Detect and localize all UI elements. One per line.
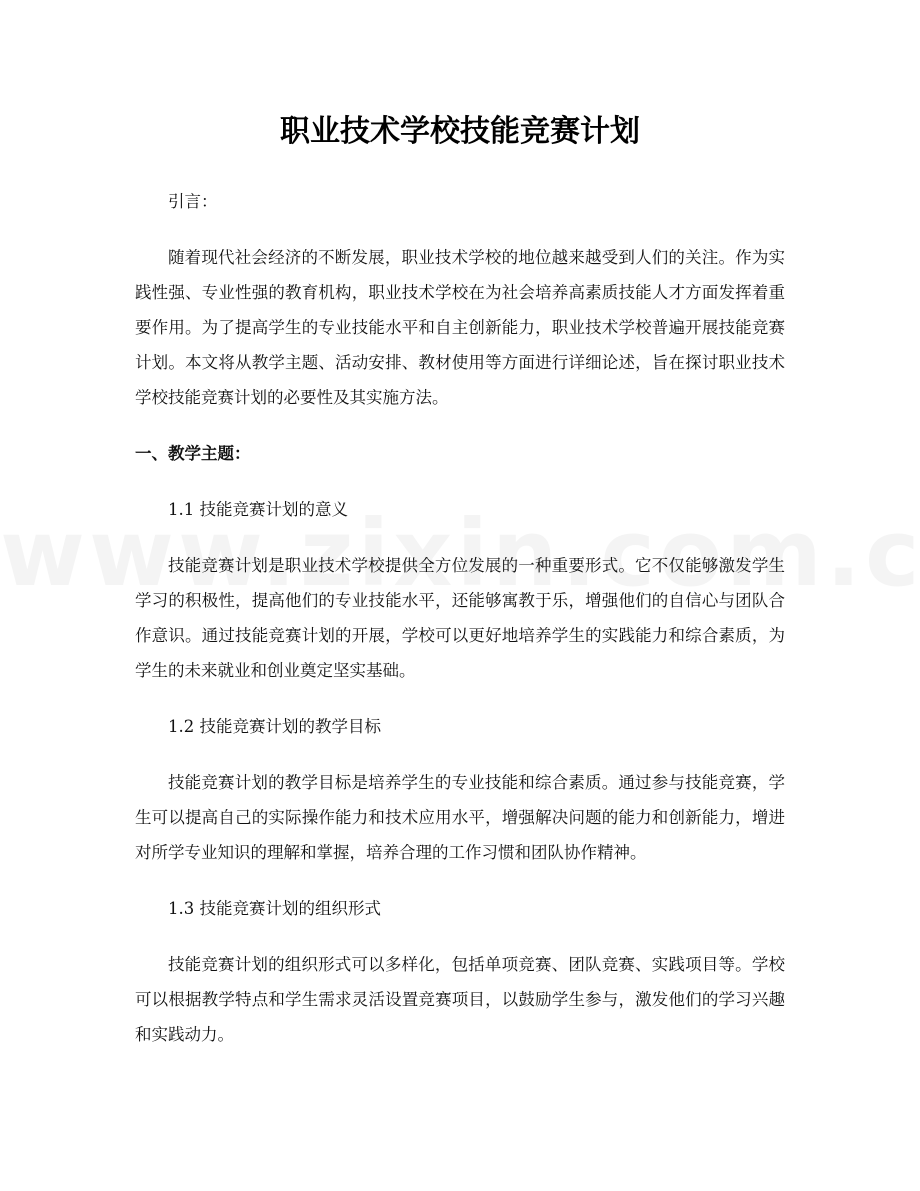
subsection-paragraph-1-2: 技能竞赛计划的教学目标是培养学生的专业技能和综合素质。通过参与技能竞赛，学生可以提高自己的实际操作能力和技术应用水平，增强解决问题的能力和创新能力，增进对所学专业知识的理解和掌握，培养合理的工作习惯和团队协作精神。	[135, 773, 785, 862]
subsection-label-1-2: 1.2 技能竞赛计划的教学目标	[168, 717, 381, 736]
subsection-paragraph-1-3: 技能竞赛计划的组织形式可以多样化，包括单项竞赛、团队竞赛、实践项目等。学校可以根据教学特点和学生需求灵活设置竞赛项目，以鼓励学生参与，激发他们的学习兴趣和实践动力。	[135, 955, 785, 1044]
document-body	[135, 184, 785, 1052]
subsection-label-1-1: 1.1 技能竞赛计划的意义	[168, 500, 348, 519]
subsection-paragraph-1-1: 技能竞赛计划是职业技术学校提供全方位发展的一种重要形式。它不仅能够激发学生学习的积极性，提高他们的专业技能水平，还能够寓教于乐，增强他们的自信心与团队合作意识。通过技能竞赛计划的开展，学校可以更好地培养学生的实践能力和综合素质，为学生的未来就业和创业奠定坚实基础。	[135, 556, 785, 680]
intro-paragraph: 随着现代社会经济的不断发展，职业技术学校的地位越来越受到人们的关注。作为实践性强、专业性强的教育机构，职业技术学校在为社会培养高素质技能人才方面发挥着重要作用。为了提高学生的专业技能水平和自主创新能力，职业技术学校普遍开展技能竞赛计划。本文将从教学主题、活动安排、教材使用等方面进行详细论述，旨在探讨职业技术学校技能竞赛计划的必要性及其实施方法。	[135, 248, 785, 407]
section-heading-teaching-theme: 一、教学主题：	[135, 444, 251, 463]
intro-label: 引言：	[168, 192, 218, 211]
subsection-label-1-3: 1.3 技能竞赛计划的组织形式	[168, 899, 381, 918]
document-title: 职业技术学校技能竞赛计划	[280, 114, 640, 149]
